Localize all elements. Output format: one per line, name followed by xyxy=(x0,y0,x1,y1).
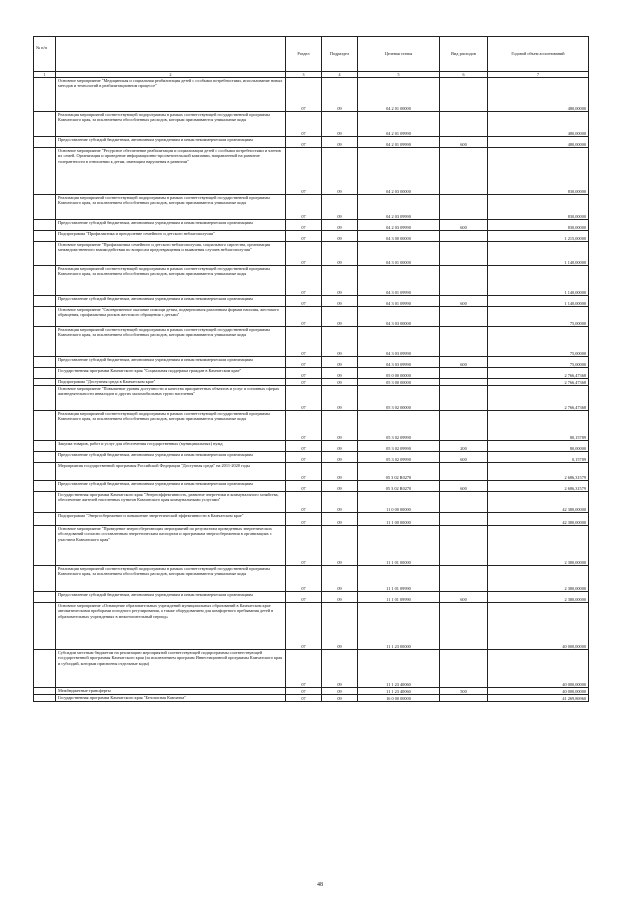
row-csr-cell: 04 3 03 00000 xyxy=(358,307,440,327)
row-name-cell: Субсидии местным бюджетам на реализацию мероприятий соответствующей подпрограммы соответствующей государственной программы Камчатского края (за исключением программ Инвестиционной программы Камчатского края и субсидий, которым присвоены отдельные коды) xyxy=(56,650,286,688)
row-name-cell: Реализация мероприятий соответствующей подпрограммы в рамках соответствующей государственной программы Камчатского края, за исключением обособленных расходов, которым присваиваются уникальные коды xyxy=(56,411,286,441)
row-name-cell: Предоставление субсидий бюджетным, автономным учреждениям и иным некоммерческим организациям xyxy=(56,220,286,231)
row-vr-cell xyxy=(440,695,488,702)
row-csr-cell: 11 1 01 00000 xyxy=(358,526,440,566)
row-amount-cell: 2 686,31579 xyxy=(488,481,589,492)
row-section-cell: 07 xyxy=(286,603,322,650)
row-csr-cell: 04 2 01 00000 xyxy=(358,78,440,112)
column-number: 3 xyxy=(286,72,322,78)
row-csr-cell: 04 2 01 09990 xyxy=(358,112,440,137)
row-csr-cell: 04 2 01 09990 xyxy=(358,137,440,148)
row-vr-cell xyxy=(440,650,488,688)
row-name-cell: Основное мероприятие «Оснащение образовательных учреждений муниципальных образований в Камчатском крае автоматическими приборами погодного регулирования, а также оборудованием для комфортного пребывания детей в образовательных учреждениях в межотопительный период» xyxy=(56,603,286,650)
table-row xyxy=(34,492,589,513)
row-subsection-cell: 09 xyxy=(322,688,358,695)
row-name-cell: Предоставление субсидий бюджетным, автономным учреждениям и иным некоммерческим организациям xyxy=(56,296,286,307)
row-subsection-cell: 09 xyxy=(322,695,358,702)
table-row xyxy=(34,327,589,357)
row-section-cell: 07 xyxy=(286,379,322,386)
row-name-cell: Реализация мероприятий соответствующей подпрограммы в рамках соответствующей государственной программы Камчатского края, за исключением обособленных расходов, которым присваиваются уникальные коды xyxy=(56,195,286,220)
row-csr-cell: 04 2 03 09990 xyxy=(358,220,440,231)
row-csr-cell: 11 1 23 40060 xyxy=(358,688,440,695)
row-section-cell: 07 xyxy=(286,492,322,513)
row-amount-cell: 1 140,00000 xyxy=(488,242,589,266)
row-name-cell: Основное мероприятие "Профилактика семейного и детского неблагополучия, социального сиротства, организация межведомственного взаимодействия по вопросам предотвращения и выявления случаев неблагополучия" xyxy=(56,242,286,266)
row-csr-cell: 11 1 23 00000 xyxy=(358,603,440,650)
row-subsection-cell: 09 xyxy=(322,296,358,307)
row-num-cell xyxy=(34,78,56,112)
row-amount-cell: 1 140,00000 xyxy=(488,266,589,296)
row-section-cell: 07 xyxy=(286,296,322,307)
row-subsection-cell: 09 xyxy=(322,242,358,266)
budget-table xyxy=(33,36,589,702)
row-num-cell xyxy=(34,379,56,386)
row-num-cell xyxy=(34,441,56,452)
row-num-cell xyxy=(34,357,56,368)
row-name-cell: Предоставление субсидий бюджетным, автономным учреждениям и иным некоммерческим организациям xyxy=(56,592,286,603)
row-vr-cell xyxy=(440,411,488,441)
row-name-cell: Подпрограмма "Доступная среда в Камчатском крае" xyxy=(56,379,286,386)
row-num-cell xyxy=(34,220,56,231)
row-num-cell xyxy=(34,266,56,296)
row-subsection-cell: 09 xyxy=(322,603,358,650)
row-amount-cell: 830,00000 xyxy=(488,195,589,220)
header-amount: Годовой объем ассигнований xyxy=(488,37,589,72)
row-vr-cell: 600 xyxy=(440,452,488,463)
row-section-cell: 07 xyxy=(286,368,322,379)
row-section-cell: 07 xyxy=(286,592,322,603)
row-subsection-cell: 09 xyxy=(322,220,358,231)
row-csr-cell: 04 2 03 00000 xyxy=(358,148,440,195)
row-amount-cell: 80,15789 xyxy=(488,411,589,441)
row-name-cell: Реализация мероприятий соответствующей подпрограммы в рамках соответствующей государственной программы Камчатского края, за исключением обособленных расходов, которым присваиваются уникальные коды xyxy=(56,327,286,357)
row-amount-cell: 40 000,00000 xyxy=(488,650,589,688)
row-amount-cell: 2 766,47368 xyxy=(488,386,589,411)
row-csr-cell: 04 3 01 00000 xyxy=(358,242,440,266)
row-subsection-cell: 09 xyxy=(322,441,358,452)
column-number: 7 xyxy=(488,72,589,78)
row-num-cell xyxy=(34,463,56,481)
row-subsection-cell: 09 xyxy=(322,368,358,379)
row-num-cell xyxy=(34,307,56,327)
row-csr-cell: 04 3 03 09990 xyxy=(358,357,440,368)
row-vr-cell xyxy=(440,195,488,220)
row-name-cell: Предоставление субсидий бюджетным, автономным учреждениям и иным некоммерческим организациям xyxy=(56,481,286,492)
row-subsection-cell: 09 xyxy=(322,492,358,513)
row-num-cell xyxy=(34,195,56,220)
row-amount-cell: 2 380,00000 xyxy=(488,566,589,592)
row-vr-cell xyxy=(440,266,488,296)
table-row xyxy=(34,463,589,481)
row-vr-cell: 600 xyxy=(440,220,488,231)
row-csr-cell: 16 0 00 00000 xyxy=(358,695,440,702)
row-vr-cell xyxy=(440,603,488,650)
row-section-cell: 07 xyxy=(286,112,322,137)
row-subsection-cell: 09 xyxy=(322,379,358,386)
row-amount-cell: 75,00000 xyxy=(488,307,589,327)
row-vr-cell xyxy=(440,368,488,379)
row-amount-cell: 80,00000 xyxy=(488,441,589,452)
row-subsection-cell: 09 xyxy=(322,357,358,368)
table-row xyxy=(34,592,589,603)
row-csr-cell: 05 3 02 09990 xyxy=(358,452,440,463)
row-subsection-cell: 09 xyxy=(322,526,358,566)
row-amount-cell: 42 380,00000 xyxy=(488,513,589,526)
table-row xyxy=(34,307,589,327)
row-name-cell: Реализация мероприятий соответствующей подпрограммы в рамках соответствующей государственной программы Камчатского края, за исключением обособленных расходов, которым присваиваются уникальные коды xyxy=(56,266,286,296)
row-name-cell: Основное мероприятие "Своевременное оказание помощи детям, подвергшимся различным формам насилия, жестокого обращения, профилактика рисков жестокого обращения с детьми" xyxy=(56,307,286,327)
table-row xyxy=(34,231,589,242)
header-name xyxy=(56,37,286,72)
table-row xyxy=(34,379,589,386)
row-subsection-cell: 09 xyxy=(322,452,358,463)
row-amount-cell: 75,00000 xyxy=(488,327,589,357)
row-subsection-cell: 09 xyxy=(322,112,358,137)
row-name-cell: Подпрограмма "Профилактика и преодоление семейного и детского неблагополучия" xyxy=(56,231,286,242)
row-amount-cell: 2 766,47368 xyxy=(488,368,589,379)
table-row xyxy=(34,78,589,112)
row-vr-cell xyxy=(440,231,488,242)
table-row xyxy=(34,566,589,592)
row-amount-cell: 480,00000 xyxy=(488,112,589,137)
header-section: Раздел xyxy=(286,37,322,72)
header-subsection: Подраздел xyxy=(322,37,358,72)
table-row xyxy=(34,357,589,368)
table-row xyxy=(34,368,589,379)
row-section-cell: 07 xyxy=(286,231,322,242)
row-num-cell xyxy=(34,137,56,148)
table-row xyxy=(34,195,589,220)
row-csr-cell: 05 3 02 09990 xyxy=(358,441,440,452)
row-vr-cell xyxy=(440,307,488,327)
row-amount-cell: 1 140,00000 xyxy=(488,296,589,307)
table-row xyxy=(34,242,589,266)
row-section-cell: 07 xyxy=(286,220,322,231)
row-csr-cell: 11 1 23 40060 xyxy=(358,650,440,688)
row-amount-cell: 75,00000 xyxy=(488,357,589,368)
table-row xyxy=(34,296,589,307)
table-row xyxy=(34,650,589,688)
row-section-cell: 07 xyxy=(286,357,322,368)
table-row xyxy=(34,148,589,195)
row-section-cell: 07 xyxy=(286,526,322,566)
row-vr-cell xyxy=(440,526,488,566)
table-row xyxy=(34,695,589,702)
row-section-cell: 07 xyxy=(286,481,322,492)
row-name-cell: Основное мероприятие "Проведение энергосберегающих мероприятий по результатам проведенных энергетических обследований согласно составленным энергетическим паспортам и программам энергосбережения в организациях с участием Камчатского края" xyxy=(56,526,286,566)
row-amount-cell: 40 000,00000 xyxy=(488,688,589,695)
row-amount-cell: 2 766,47368 xyxy=(488,379,589,386)
row-num-cell xyxy=(34,327,56,357)
table-row xyxy=(34,137,589,148)
row-subsection-cell: 09 xyxy=(322,137,358,148)
row-section-cell: 07 xyxy=(286,386,322,411)
table-row xyxy=(34,513,589,526)
table-row xyxy=(34,452,589,463)
row-name-cell: Основное мероприятие "Медицинская и социальная реабилитация детей с особыми потребностями, использование новых методов и технологий в реабилитационном процессе" xyxy=(56,78,286,112)
row-section-cell: 07 xyxy=(286,137,322,148)
column-number: 2 xyxy=(56,72,286,78)
row-subsection-cell: 09 xyxy=(322,231,358,242)
row-amount-cell: 480,00000 xyxy=(488,78,589,112)
row-csr-cell: 11 1 01 09990 xyxy=(358,592,440,603)
row-vr-cell xyxy=(440,463,488,481)
row-num-cell xyxy=(34,231,56,242)
table-row xyxy=(34,386,589,411)
row-section-cell: 07 xyxy=(286,688,322,695)
row-subsection-cell: 09 xyxy=(322,78,358,112)
row-name-cell: Предоставление субсидий бюджетным, автономным учреждениям и иным некоммерческим организациям xyxy=(56,137,286,148)
row-num-cell xyxy=(34,592,56,603)
row-amount-cell: 0,15789 xyxy=(488,452,589,463)
table-row xyxy=(34,481,589,492)
row-section-cell: 07 xyxy=(286,327,322,357)
row-name-cell: Межбюджетные трансферты xyxy=(56,688,286,695)
row-subsection-cell: 09 xyxy=(322,566,358,592)
row-subsection-cell: 09 xyxy=(322,195,358,220)
row-amount-cell: 40 000,00000 xyxy=(488,603,589,650)
row-vr-cell xyxy=(440,112,488,137)
row-vr-cell xyxy=(440,242,488,266)
row-section-cell: 07 xyxy=(286,307,322,327)
row-num-cell xyxy=(34,650,56,688)
row-csr-cell: 04 3 01 09990 xyxy=(358,296,440,307)
row-name-cell: Государственная программа Камчатского края "Энергоэффективность, развитие энергетики и коммунального хозяйства, обеспечение жителей населенных пунктов Камчатского края коммунальными услугами" xyxy=(56,492,286,513)
row-csr-cell: 04 3 00 00000 xyxy=(358,231,440,242)
column-number: 5 xyxy=(358,72,440,78)
header-num: № п/п xyxy=(34,37,56,72)
row-vr-cell xyxy=(440,379,488,386)
row-subsection-cell: 09 xyxy=(322,650,358,688)
row-section-cell: 07 xyxy=(286,452,322,463)
row-num-cell xyxy=(34,526,56,566)
row-amount-cell: 480,00000 xyxy=(488,137,589,148)
table-row xyxy=(34,526,589,566)
row-name-cell: Реализация мероприятий соответствующей подпрограммы в рамках соответствующей государственной программы Камчатского края, за исключением обособленных расходов, которым присваиваются уникальные коды xyxy=(56,566,286,592)
row-num-cell xyxy=(34,242,56,266)
table-row xyxy=(34,603,589,650)
row-section-cell: 07 xyxy=(286,695,322,702)
row-subsection-cell: 09 xyxy=(322,327,358,357)
row-section-cell: 07 xyxy=(286,78,322,112)
row-name-cell: Основное мероприятие "Повышение уровня доступности и качества приоритетных объектов и услуг в основных сферах жизнедеятельности инвалидов и других маломобильных групп населения" xyxy=(56,386,286,411)
row-csr-cell: 05 3 02 00000 xyxy=(358,386,440,411)
row-name-cell: Подпрограмма "Энергосбережение и повышение энергетической эффективности в Камчатском крае" xyxy=(56,513,286,526)
row-amount-cell: 2 380,00000 xyxy=(488,526,589,566)
column-number: 6 xyxy=(440,72,488,78)
row-subsection-cell: 09 xyxy=(322,386,358,411)
row-num-cell xyxy=(34,296,56,307)
row-section-cell: 07 xyxy=(286,566,322,592)
table-row xyxy=(34,441,589,452)
row-name-cell: Государственная программа Камчатского края "Безопасная Камчатка" xyxy=(56,695,286,702)
row-section-cell: 07 xyxy=(286,650,322,688)
row-section-cell: 07 xyxy=(286,266,322,296)
header-csr: Целевая статья xyxy=(358,37,440,72)
row-vr-cell: 600 xyxy=(440,137,488,148)
row-name-cell: Мероприятия государственной программы Российской Федерации "Доступная среда" на 2011-2020 годы xyxy=(56,463,286,481)
row-num-cell xyxy=(34,148,56,195)
table-row xyxy=(34,112,589,137)
row-subsection-cell: 09 xyxy=(322,481,358,492)
row-subsection-cell: 09 xyxy=(322,463,358,481)
row-num-cell xyxy=(34,603,56,650)
page-number: 48 xyxy=(317,882,323,888)
row-section-cell: 07 xyxy=(286,242,322,266)
row-csr-cell: 05 3 00 00000 xyxy=(358,379,440,386)
row-section-cell: 07 xyxy=(286,463,322,481)
row-num-cell xyxy=(34,112,56,137)
row-vr-cell: 500 xyxy=(440,688,488,695)
row-csr-cell: 04 3 03 09990 xyxy=(358,327,440,357)
table-row xyxy=(34,688,589,695)
row-name-cell: Закупка товаров, работ и услуг для обеспечения государственных (муниципальных) нужд xyxy=(56,441,286,452)
row-vr-cell xyxy=(440,148,488,195)
row-name-cell: Государственная программа Камчатского края "Социальная поддержка граждан в Камчатском крае" xyxy=(56,368,286,379)
row-subsection-cell: 09 xyxy=(322,266,358,296)
row-subsection-cell: 09 xyxy=(322,307,358,327)
row-num-cell xyxy=(34,566,56,592)
row-vr-cell: 200 xyxy=(440,441,488,452)
row-csr-cell: 04 2 03 09990 xyxy=(358,195,440,220)
row-vr-cell xyxy=(440,492,488,513)
row-name-cell: Реализация мероприятий соответствующей подпрограммы в рамках соответствующей государственной программы Камчатского края, за исключением обособленных расходов, которым присваиваются уникальные коды xyxy=(56,112,286,137)
row-name-cell: Основное мероприятие "Ресурсное обеспечение реабилитации и социализации детей с особыми потребностями и членов их семей. Организация и проведение информационно-просветительской кампании, направленной на развитие толерантности в отношении к детям, имеющим нарушения в развитии" xyxy=(56,148,286,195)
column-number: 1 xyxy=(34,72,56,78)
row-subsection-cell: 09 xyxy=(322,592,358,603)
row-vr-cell xyxy=(440,513,488,526)
row-csr-cell: 11 1 01 09990 xyxy=(358,566,440,592)
row-section-cell: 07 xyxy=(286,513,322,526)
row-num-cell xyxy=(34,492,56,513)
table-header-row xyxy=(34,37,589,72)
table-row xyxy=(34,266,589,296)
row-vr-cell xyxy=(440,386,488,411)
row-name-cell: Предоставление субсидий бюджетным, автономным учреждениям и иным некоммерческим организациям xyxy=(56,357,286,368)
row-vr-cell: 600 xyxy=(440,481,488,492)
row-csr-cell: 05 3 02 R0270 xyxy=(358,463,440,481)
row-amount-cell: 2 686,31579 xyxy=(488,463,589,481)
row-subsection-cell: 09 xyxy=(322,513,358,526)
row-num-cell xyxy=(34,688,56,695)
table-row xyxy=(34,411,589,441)
column-number: 4 xyxy=(322,72,358,78)
row-num-cell xyxy=(34,695,56,702)
row-subsection-cell: 09 xyxy=(322,411,358,441)
row-vr-cell: 600 xyxy=(440,592,488,603)
row-subsection-cell: 09 xyxy=(322,148,358,195)
row-vr-cell xyxy=(440,566,488,592)
row-section-cell: 07 xyxy=(286,441,322,452)
row-vr-cell xyxy=(440,327,488,357)
row-num-cell xyxy=(34,513,56,526)
row-amount-cell: 41 269,86960 xyxy=(488,695,589,702)
row-csr-cell: 11 1 00 00000 xyxy=(358,513,440,526)
row-amount-cell: 2 380,00000 xyxy=(488,592,589,603)
row-name-cell: Предоставление субсидий бюджетным, автономным учреждениям и иным некоммерческим организациям xyxy=(56,452,286,463)
row-csr-cell: 05 3 02 R0270 xyxy=(358,481,440,492)
row-csr-cell: 04 3 01 09990 xyxy=(358,266,440,296)
table-row xyxy=(34,220,589,231)
row-amount-cell: 830,00000 xyxy=(488,148,589,195)
header-vr: Вид расходов xyxy=(440,37,488,72)
row-amount-cell: 42 380,00000 xyxy=(488,492,589,513)
row-num-cell xyxy=(34,368,56,379)
row-section-cell: 07 xyxy=(286,148,322,195)
row-amount-cell: 830,00000 xyxy=(488,220,589,231)
row-num-cell xyxy=(34,411,56,441)
row-section-cell: 07 xyxy=(286,195,322,220)
row-vr-cell: 600 xyxy=(440,357,488,368)
row-num-cell xyxy=(34,452,56,463)
row-num-cell xyxy=(34,386,56,411)
row-vr-cell: 600 xyxy=(440,296,488,307)
row-csr-cell: 05 0 00 00000 xyxy=(358,368,440,379)
row-csr-cell: 11 0 00 00000 xyxy=(358,492,440,513)
row-vr-cell xyxy=(440,78,488,112)
row-amount-cell: 1 215,00000 xyxy=(488,231,589,242)
row-csr-cell: 05 3 02 09990 xyxy=(358,411,440,441)
row-num-cell xyxy=(34,481,56,492)
row-section-cell: 07 xyxy=(286,411,322,441)
